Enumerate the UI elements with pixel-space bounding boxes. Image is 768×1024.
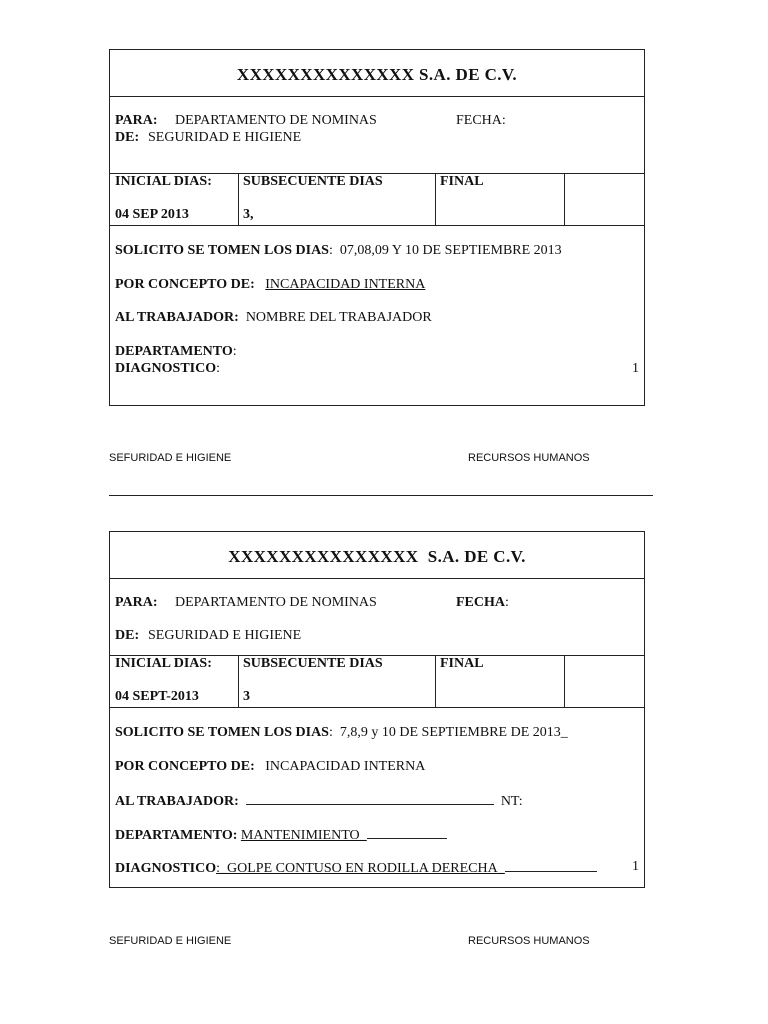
diagnostico-row (115, 859, 597, 877)
solicito-value: 07,08,09 Y 10 DE SEPTIEMBRE 2013 (339, 243, 562, 258)
concepto-row (115, 759, 425, 775)
signature-seguridad: SEFURIDAD E HIGIENE (109, 935, 232, 947)
departamento-colon: : (232, 344, 237, 359)
header-section (110, 579, 644, 656)
solicito-colon: : (328, 243, 333, 258)
inicial-value: 04 SEPT-2013 (115, 689, 199, 704)
incapacity-form-2 (109, 531, 645, 888)
solicito-value: 7,8,9 y 10 DE SEPTIEMBRE DE 2013_ (339, 725, 568, 740)
column-divider (564, 174, 565, 225)
solicito-row (115, 243, 562, 259)
form-title (110, 50, 644, 97)
concepto-row (115, 277, 425, 293)
concepto-value: INCAPACIDAD INTERNA (265, 277, 426, 292)
page-number: 1 (632, 361, 639, 376)
concepto-label: POR CONCEPTO DE: (115, 277, 255, 292)
departamento-blank-line (367, 826, 447, 839)
de-label: DE: (115, 130, 140, 145)
diagnostico-row (115, 361, 220, 377)
departamento-row (115, 826, 447, 844)
subsecuente-value: 3 (243, 689, 250, 704)
inicial-value: 04 SEP 2013 (115, 207, 189, 222)
solicito-label: SOLICITO SE TOMEN LOS DIAS (115, 243, 329, 258)
concepto-label: POR CONCEPTO DE: (115, 759, 255, 774)
departamento-value: MANTENIMIENTO_ (240, 828, 367, 843)
solicito-label: SOLICITO SE TOMEN LOS DIAS (115, 725, 329, 740)
para-label: PARA: (115, 113, 158, 128)
dates-section (110, 174, 644, 226)
trabajador-blank-line (246, 792, 494, 805)
concepto-value: INCAPACIDAD INTERNA (265, 759, 426, 774)
para-label: PARA: (115, 595, 158, 610)
column-divider (435, 174, 436, 225)
diagnostico-value: :_GOLPE CONTUSO EN RODILLA DERECHA_ (216, 861, 505, 876)
fecha-label: FECHA (456, 595, 505, 610)
nt-label: NT: (500, 794, 523, 809)
de-value: SEGURIDAD E HIGIENE (148, 628, 302, 643)
departamento-label: DEPARTAMENTO (115, 344, 233, 359)
departamento-label: DEPARTAMENTO: (115, 828, 238, 843)
inicial-label: INICIAL DIAS: (115, 656, 212, 671)
dates-section (110, 656, 644, 708)
subsecuente-label: SUBSECUENTE DIAS (243, 174, 383, 189)
fecha-row (456, 595, 509, 611)
form-title (110, 532, 644, 579)
diagnostico-label: DIAGNOSTICO (115, 861, 217, 876)
company-name: XXXXXXXXXXXXXXX S.A. DE C.V. (228, 547, 526, 566)
trabajador-row (115, 310, 432, 326)
subsecuente-label: SUBSECUENTE DIAS (243, 656, 383, 671)
company-name: XXXXXXXXXXXXXX S.A. DE C.V. (236, 65, 518, 84)
solicito-row (115, 725, 568, 741)
trabajador-label: AL TRABAJADOR: (115, 794, 239, 809)
de-label: DE: (115, 628, 140, 643)
column-divider (238, 656, 239, 707)
separator-line (109, 495, 653, 496)
diagnostico-blank-line (505, 859, 597, 872)
column-divider (564, 656, 565, 707)
final-label: FINAL (440, 656, 484, 671)
departamento-row (115, 344, 237, 360)
column-divider (435, 656, 436, 707)
para-value: DEPARTAMENTO DE NOMINAS (175, 595, 377, 610)
signature-recursos-humanos: RECURSOS HUMANOS (468, 452, 590, 464)
column-divider (238, 174, 239, 225)
solicito-colon: : (328, 725, 333, 740)
trabajador-row (115, 792, 523, 810)
signature-seguridad: SEFURIDAD E HIGIENE (109, 452, 232, 464)
signature-recursos-humanos: RECURSOS HUMANOS (468, 935, 590, 947)
diagnostico-label: DIAGNOSTICO (115, 361, 217, 376)
fecha-label: FECHA: (456, 113, 506, 128)
subsecuente-value: 3, (243, 207, 254, 222)
incapacity-form-1 (109, 49, 645, 406)
trabajador-label: AL TRABAJADOR: (115, 310, 239, 325)
para-value: DEPARTAMENTO DE NOMINAS (175, 113, 377, 128)
fecha-colon: : (505, 595, 509, 610)
diagnostico-colon: : (216, 361, 221, 376)
de-value: SEGURIDAD E HIGIENE (148, 130, 302, 145)
inicial-label: INICIAL DIAS: (115, 174, 212, 189)
header-section (110, 97, 644, 174)
page-number: 1 (632, 859, 639, 874)
final-label: FINAL (440, 174, 484, 189)
trabajador-value: NOMBRE DEL TRABAJADOR (245, 310, 432, 325)
